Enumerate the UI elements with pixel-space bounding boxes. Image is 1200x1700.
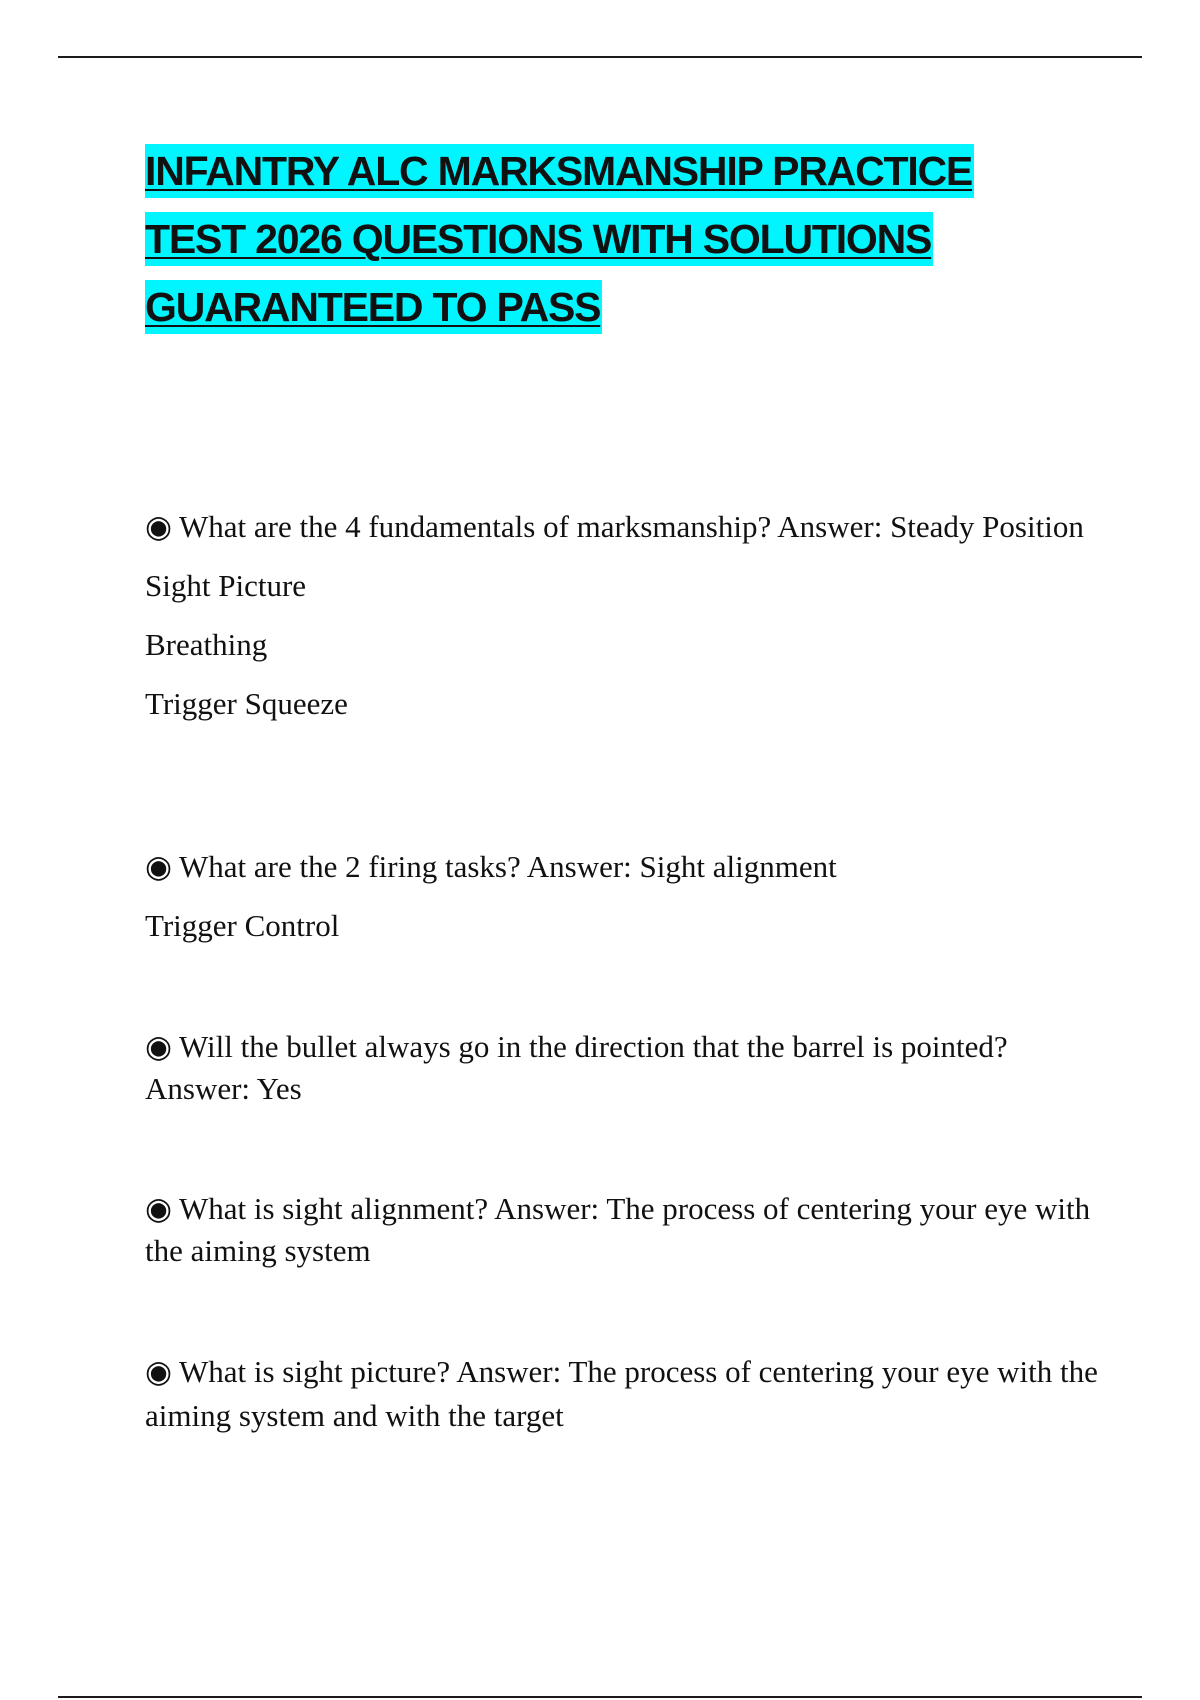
qa-item: [145, 846, 1105, 947]
qa-item: [145, 1026, 1105, 1110]
top-rule: [58, 56, 1142, 58]
title-line: TEST 2026 QUESTIONS WITH SOLUTIONS: [145, 212, 933, 266]
answer-line: Breathing: [145, 627, 268, 662]
answer-line: Trigger Squeeze: [145, 686, 348, 721]
document-title: [145, 144, 1045, 348]
question-text: ◉ Will the bullet always go in the direction that the barrel is pointed? Answer: Yes: [145, 1026, 1105, 1110]
bullet-icon: ◉: [145, 509, 173, 544]
question-text: ◉ What are the 4 fundamentals of marksmanship? Answer: Steady Position: [145, 506, 1105, 548]
bullet-icon: ◉: [145, 1354, 173, 1389]
question-text: ◉ What is sight picture? Answer: The process of centering your eye with the aiming system and with the target: [145, 1350, 1105, 1438]
bullet-icon: ◉: [145, 1029, 173, 1064]
qa-item: [145, 506, 1105, 725]
question-text: ◉ What is sight alignment? Answer: The process of centering your eye with the aiming system: [145, 1188, 1105, 1272]
answer-line: Trigger Control: [145, 908, 340, 943]
bottom-rule: [58, 1696, 1142, 1698]
title-line: GUARANTEED TO PASS: [145, 280, 602, 334]
qa-item: [145, 1188, 1105, 1272]
bullet-icon: ◉: [145, 1191, 173, 1226]
question-text: ◉ What are the 2 firing tasks? Answer: Sight alignment: [145, 846, 1105, 888]
qa-item: [145, 1350, 1105, 1438]
title-line: INFANTRY ALC MARKSMANSHIP PRACTICE: [145, 144, 974, 198]
answer-line: Sight Picture: [145, 568, 307, 603]
bullet-icon: ◉: [145, 849, 173, 884]
